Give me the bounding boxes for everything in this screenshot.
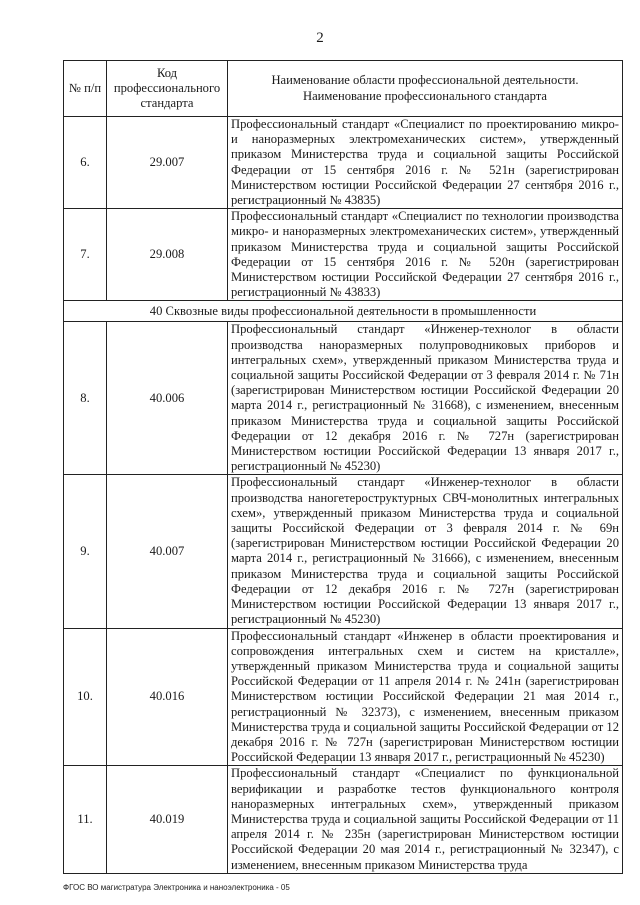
row-number: 9. [64, 475, 107, 628]
section-title: 40 Сквозные виды профессиональной деятельности в промышленности [64, 301, 623, 322]
row-code: 29.008 [107, 209, 228, 301]
row-name: Профессиональный стандарт «Инженер-технолог в области производства наногетероструктурных СВЧ-монолитных интегральных схем», утвержденный приказом Министерства труда и социальной защиты Российской Федерации от 3 февраля 2014 г. № 69н (зарегистрирован Министерством юстиции Российской Федерации 20 марта 2014 г., регистрационный № 31666), с изменением, внесенным приказом Министерства труда и социальной защиты Российской Федерации от 12 декабря 2016 г. № 727н (зарегистрирован Министерством юстиции Российской Федерации 13 января 2017 г., регистрационный № 45230) [228, 475, 623, 628]
row-code: 40.016 [107, 628, 228, 766]
row-code: 40.007 [107, 475, 228, 628]
row-number: 6. [64, 117, 107, 209]
row-code: 40.006 [107, 322, 228, 475]
table-row [64, 209, 623, 301]
table-row [64, 322, 623, 475]
table-header-row [64, 61, 623, 117]
row-number: 10. [64, 628, 107, 766]
row-name: Профессиональный стандарт «Специалист по технологии производства микро- и наноразмерных электромеханических систем», утвержденный приказом Министерства труда и социальной защиты Российской Федерации от 15 сентября 2016 г. № 520н (зарегистрирован Министерством юстиции Российской Федерации 27 сентября 2016 г., регистрационный № 43833) [228, 209, 623, 301]
row-code: 40.019 [107, 766, 228, 873]
row-number: 8. [64, 322, 107, 475]
row-name: Профессиональный стандарт «Специалист по функциональной верификации и разработке тестов функционального контроля наноразмерных интегральных схем», утвержденный приказом Министерства труда и социальной защиты Российской Федерации от 11 апреля 2014 г. № 235н (зарегистрирован Министерством юстиции Российской Федерации 20 мая 2014 г., регистрационный № 32347), с изменением, внесенным приказом Министерства труда [228, 766, 623, 873]
table-row [64, 628, 623, 766]
table-row [64, 766, 623, 873]
section-row [64, 301, 623, 322]
header-code: Код профессионального стандарта [107, 61, 228, 117]
page-footer: ФГОС ВО магистратура Электроника и наноэлектроника - 05 [63, 883, 290, 892]
table-row [64, 117, 623, 209]
row-code: 29.007 [107, 117, 228, 209]
table-row [64, 475, 623, 628]
row-name: Профессиональный стандарт «Специалист по проектированию микро- и наноразмерных электромеханических систем», утвержденный приказом Министерства труда и социальной защиты Российской Федерации от 15 сентября 2016 г. № 521н (зарегистрирован Министерством юстиции Российской Федерации 27 сентября 2016 г., регистрационный № 43835) [228, 117, 623, 209]
row-number: 7. [64, 209, 107, 301]
header-num: № п/п [64, 61, 107, 117]
row-name: Профессиональный стандарт «Инженер в области проектирования и сопровождения интегральных схем и систем на кристалле», утвержденный приказом Министерства труда и социальной защиты Российской Федерации от 11 апреля 2014 г. № 241н (зарегистрирован Министерством юстиции Российской Федерации 21 мая 2014 г., регистрационный № 32373), с изменением, внесенным приказом Министерства труда и социальной защиты Российской Федерации от 12 декабря 2016 г. № 727н (зарегистрирован Министерством юстиции Российской Федерации 13 января 2017 г., регистрационный № 45230) [228, 628, 623, 766]
header-name: Наименование области профессиональной деятельности. Наименование профессионального стандарта [228, 61, 623, 117]
standards-table [63, 60, 623, 874]
page-number: 2 [316, 30, 324, 46]
row-name: Профессиональный стандарт «Инженер-технолог в области производства наноразмерных полупроводниковых приборов и интегральных схем», утвержденный приказом Министерства труда и социальной защиты Российской Федерации от 3 февраля 2014 г. № 71н (зарегистрирован Министерством юстиции Российской Федерации 20 марта 2014 г., регистрационный № 31668), с изменением, внесенным приказом Министерства труда и социальной защиты Российской Федерации от 12 декабря 2016 г. № 727н (зарегистрирован Министерством юстиции Российской Федерации 13 января 2017 г., регистрационный № 45230) [228, 322, 623, 475]
row-number: 11. [64, 766, 107, 873]
